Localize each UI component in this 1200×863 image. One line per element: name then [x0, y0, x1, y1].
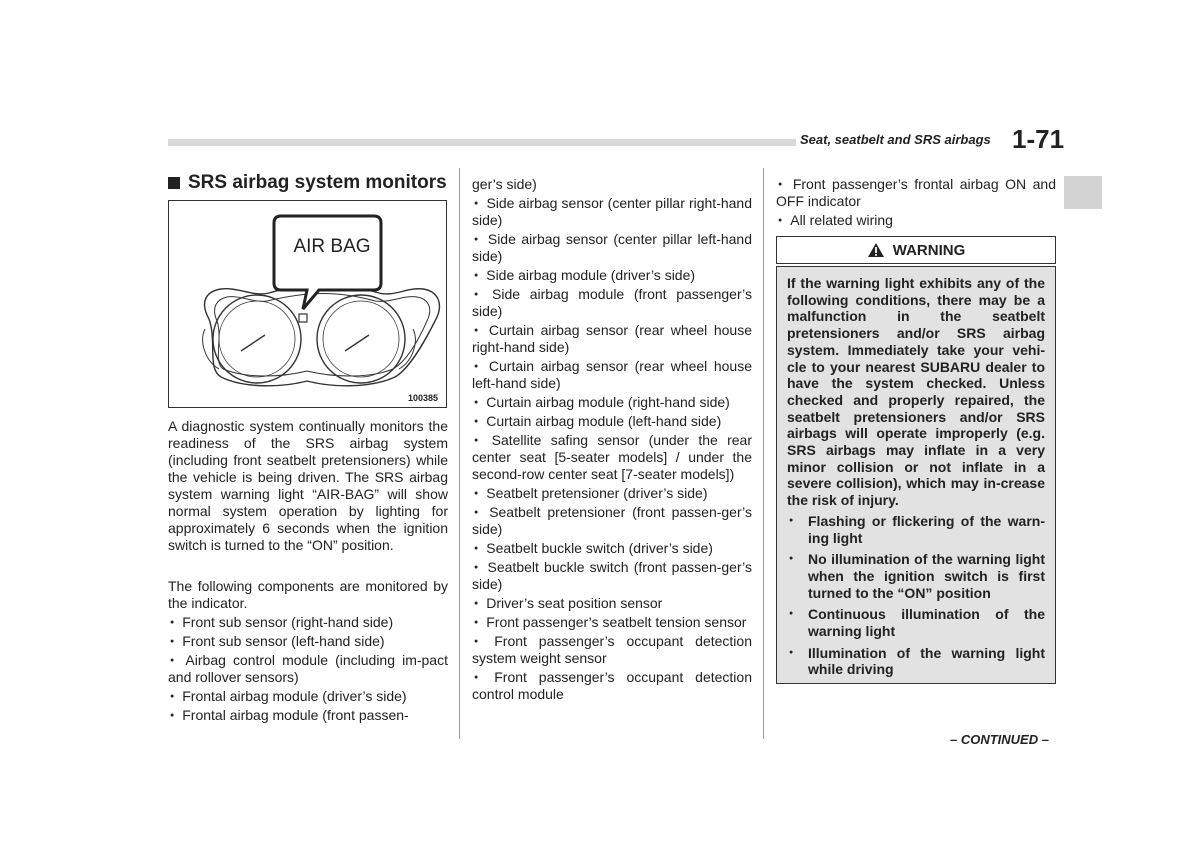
list-item: ● Seatbelt pretensioner (driver’s side) [472, 485, 752, 502]
left-component-list [168, 614, 448, 726]
list-item: ● Seatbelt pretensioner (front passen-ger’s side) [472, 504, 752, 538]
list-item: ● Side airbag module (driver’s side) [472, 267, 752, 284]
section-heading-text: SRS airbag system monitors [188, 172, 447, 193]
running-header-title: Seat, seatbelt and SRS airbags [800, 132, 991, 147]
list-item: ● Front sub sensor (left-hand side) [168, 633, 448, 650]
list-item: ● Satellite safing sensor (under the rear center seat [5-seater models] / under the second-row center seat [7-seater models]) [472, 432, 752, 483]
warning-condition: ● Flashing or flickering of the warn-ing light [787, 513, 1045, 546]
components-intro: The following components are monitored by the indicator. [168, 578, 448, 611]
list-item: ● All related wiring [776, 212, 1056, 229]
list-item: ● Front passenger’s occupant detection control module [472, 669, 752, 703]
callout-label: AIR BAG [293, 236, 371, 257]
list-item: ● Curtain airbag module (left-hand side) [472, 413, 752, 430]
chapter-tab [1064, 176, 1102, 209]
warning-condition: ● No illumination of the warning light when the ignition switch is first turned to the “ON” position [787, 551, 1045, 601]
page-number: 1-71 [1012, 124, 1065, 154]
header-rule [168, 139, 796, 146]
middle-component-list [472, 195, 752, 705]
list-item: ● Driver’s seat position sensor [472, 595, 752, 612]
list-item: ● Front passenger’s occupant detection system weight sensor [472, 633, 752, 667]
list-item: ● Front passenger’s seatbelt tension sensor [472, 614, 752, 631]
list-item: ● Curtain airbag module (right-hand side) [472, 394, 752, 411]
list-item: ● Frontal airbag module (front passen- [168, 707, 448, 724]
continued-label: – CONTINUED – [950, 732, 1049, 747]
warning-box [776, 266, 1056, 684]
warning-text: If the warning light exhibits any of the following conditions, there may be a malfunction in the seatbelt pretensioners and/or SRS airbag system. Immediately take your vehi-cle to your nearest SUBARU dealer to have the system checked. Unless checked and properly repaired, the seatbelt pretensioners and/or SRS airbags will operate improperly (e.g. SRS airbags may inflate in a very minor collision or not inflate in a severe collision), which may in-crease the risk of injury. [787, 275, 1045, 509]
figure-id: 100385 [407, 393, 438, 403]
list-item: ● Seatbelt buckle switch (driver’s side) [472, 540, 752, 557]
list-item: ● Side airbag sensor (center pillar right-hand side) [472, 195, 752, 229]
list-item: ● Airbag control module (including im-pact and rollover sensors) [168, 652, 448, 686]
list-item: ● Frontal airbag module (driver’s side) [168, 688, 448, 705]
warning-condition: ● Continuous illumination of the warning light [787, 606, 1045, 639]
intro-paragraph: A diagnostic system continually monitors the readiness of the SRS airbag system (including front seatbelt pretensioners) while the vehicle is being driven. The SRS airbag system warning light “AIR-BAG” will show normal system operation by lighting for approximately 6 seconds when the ignition switch is turned to the “ON” position. [168, 418, 448, 553]
instrument-cluster-illustration [169, 201, 446, 407]
heading-square-icon [168, 177, 180, 189]
list-item: ● Side airbag module (front passenger’s side) [472, 286, 752, 320]
warning-condition-list [787, 513, 1045, 678]
column-divider-2 [763, 168, 764, 739]
instrument-cluster-figure [168, 200, 447, 408]
list-item: ● Front sub sensor (right-hand side) [168, 614, 448, 631]
warning-label: WARNING [892, 241, 966, 259]
warning-header [776, 236, 1056, 264]
section-heading [168, 172, 447, 194]
continuation-text: ger’s side) [472, 176, 537, 192]
column-divider-1 [459, 168, 460, 739]
list-item: ● Front passenger’s frontal airbag ON and OFF indicator [776, 176, 1056, 210]
warning-condition: ● Illumination of the warning light while driving [787, 645, 1045, 678]
warning-triangle-icon [867, 242, 885, 258]
list-item: ● Curtain airbag sensor (rear wheel house left-hand side) [472, 358, 752, 392]
list-item: ● Curtain airbag sensor (rear wheel house right-hand side) [472, 322, 752, 356]
list-item: ● Side airbag sensor (center pillar left-hand side) [472, 231, 752, 265]
list-item: ● Seatbelt buckle switch (front passen-ger’s side) [472, 559, 752, 593]
right-component-list [776, 176, 1056, 231]
